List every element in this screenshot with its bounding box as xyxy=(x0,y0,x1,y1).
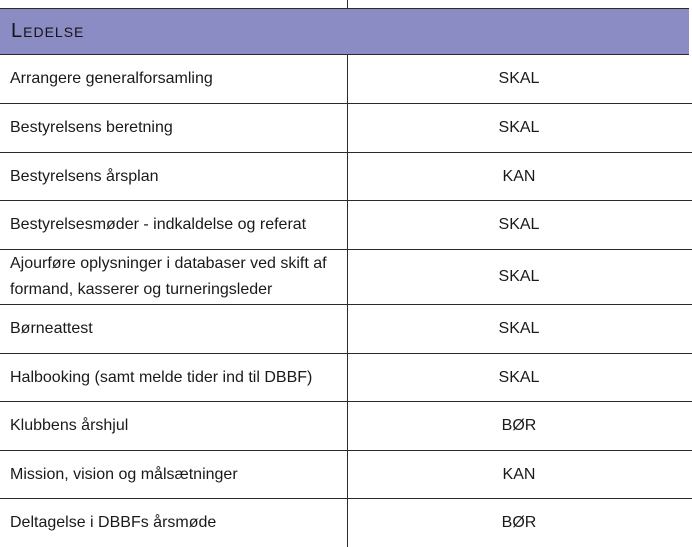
table-row xyxy=(0,201,692,250)
task-cell: Klubbens årshjul xyxy=(0,402,348,450)
table-row xyxy=(0,153,692,201)
level-cell: KAN xyxy=(502,167,536,185)
level-cell: BØR xyxy=(501,417,537,434)
section-header xyxy=(0,8,689,55)
level-cell: KAN xyxy=(502,465,536,483)
table-row xyxy=(0,354,692,402)
task-cell: Børneattest xyxy=(0,305,348,353)
task-table xyxy=(0,55,692,547)
level-cell: BØR xyxy=(501,514,537,531)
task-cell: Deltagelse i DBBFs årsmøde xyxy=(0,499,348,547)
table-row xyxy=(0,451,692,499)
level-cell: SKAL xyxy=(498,119,540,136)
table-row xyxy=(0,305,692,354)
table-row xyxy=(0,402,692,451)
task-cell: Halbooking (samt melde tider ind til DBBF) xyxy=(0,354,348,401)
level-cell: SKAL xyxy=(498,70,540,87)
task-cell: Arrangere generalforsamling xyxy=(0,55,348,103)
section-title: Ledelse xyxy=(11,20,85,42)
task-cell: Bestyrelsens årsplan xyxy=(0,153,348,200)
table-row xyxy=(0,104,692,153)
level-cell: SKAL xyxy=(498,368,540,386)
level-cell: SKAL xyxy=(498,320,540,337)
table-row xyxy=(0,499,692,547)
task-cell: Mission, vision og målsætninger xyxy=(0,451,348,498)
table-row xyxy=(0,250,692,305)
table-row xyxy=(0,55,692,104)
task-cell: Bestyrelsesmøder - indkaldelse og referat xyxy=(0,201,348,249)
level-cell: SKAL xyxy=(498,216,540,233)
task-cell: Ajourføre oplysninger i databaser ved skift af formand, kasserer og turneringsleder xyxy=(0,250,348,304)
previous-table-stub xyxy=(0,0,692,8)
task-cell: Bestyrelsens beretning xyxy=(0,104,348,152)
level-cell: SKAL xyxy=(498,268,540,285)
column-divider xyxy=(347,0,348,8)
